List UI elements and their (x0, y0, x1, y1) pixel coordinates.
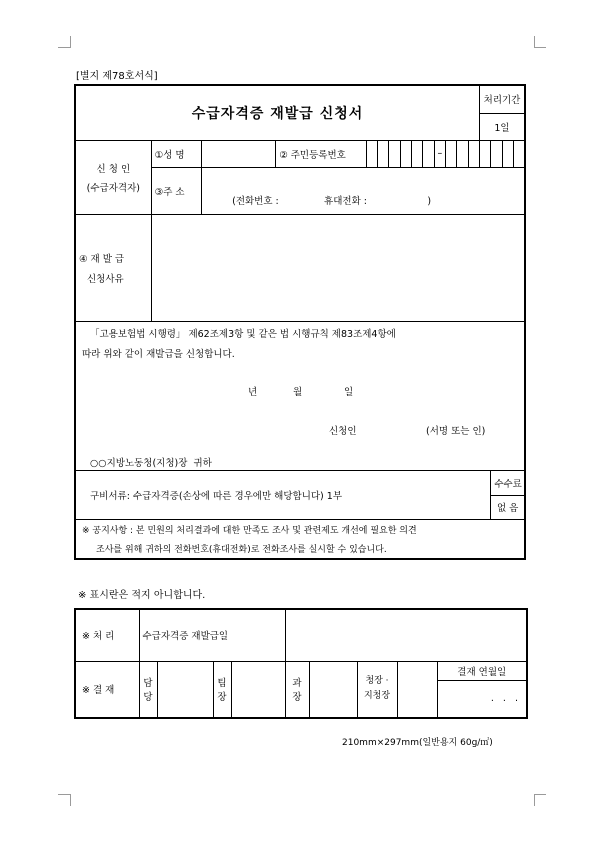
reason-label-cell (75, 214, 151, 321)
reason-field[interactable] (151, 214, 525, 321)
reissue-date-label: 수급자격증 재발급일 (139, 609, 285, 661)
statement-line-2: 따라 위와 같이 재발급을 신청합니다. (82, 348, 235, 360)
signature-note: (서명 또는 인) (426, 425, 486, 437)
staff-label: 담 당 (143, 678, 153, 704)
director-label: 청장 · 지청장 (363, 676, 391, 702)
approval-sign-staff[interactable] (157, 661, 213, 718)
name-field[interactable] (202, 140, 276, 167)
processing-period-label: 처리기간 (480, 85, 525, 113)
date-day: 일 (344, 386, 354, 398)
rrn-digit[interactable] (480, 140, 491, 167)
name-label: ①성 명 (151, 140, 201, 167)
paper-size-note: 210mm×297mm(일반용지 60g/㎡) (342, 738, 493, 748)
fee-value: 없 음 (491, 495, 525, 519)
crop-mark-bottom-left (58, 794, 71, 806)
rrn-digit[interactable] (423, 140, 434, 167)
approval-sign-director[interactable] (397, 661, 437, 718)
crop-mark-bottom-right-h (534, 794, 546, 795)
processing-period-value: 1일 (480, 113, 525, 140)
statement-cell (75, 321, 525, 470)
rrn-digit[interactable] (400, 140, 411, 167)
application-form (74, 84, 526, 560)
reason-label: ④ 재 발 급 (79, 253, 125, 265)
approval-date-value[interactable]: . . . (437, 680, 527, 718)
crop-mark-bottom-right (534, 794, 547, 806)
attachments-text: 구비서류: 수급자격증(손상에 따른 경우에만 해당합니다) 1부 (90, 490, 343, 502)
notice-line-2: 조사를 위해 귀하의 전화번호(휴대전화)로 전화조사를 실시할 수 있습니다. (96, 544, 387, 555)
address-label: ③주 소 (151, 167, 201, 214)
notice-line-1: ※ 공지사항 : 본 민원의 처리결과에 대한 만족도 조사 및 관련제도 개선에 필요한 의견 (82, 525, 417, 536)
date-year: 년 (248, 386, 258, 398)
section-chief-label: 과 장 (292, 678, 302, 704)
rrn-digit[interactable] (513, 140, 525, 167)
reason-sub-label: 신청사유 (87, 273, 124, 285)
rrn-label: ② 주민등록번호 (276, 140, 367, 167)
statement-line-1: 「고용보험법 시행령」 제62조제3항 및 같은 법 시행규칙 제83조제4항에 (90, 328, 396, 340)
approval-sign-team[interactable] (231, 661, 285, 718)
rrn-digit[interactable] (468, 140, 479, 167)
team-leader-label: 팀 장 (217, 678, 227, 704)
applicant-signature-label: 신청인 (329, 425, 357, 437)
date-month: 월 (293, 386, 303, 398)
form-code: [별지 제78호서식] (76, 71, 158, 82)
notice-cell (75, 519, 525, 559)
rrn-digit[interactable] (366, 140, 377, 167)
fee-label: 수수료 (491, 470, 525, 495)
crop-mark-top-right-h (534, 47, 546, 48)
approval-col-section (285, 661, 309, 718)
processing-table (74, 608, 528, 719)
approval-col-team (213, 661, 231, 718)
rrn-digit[interactable] (412, 140, 423, 167)
attachments-cell (75, 470, 491, 519)
applicant-label: 신 청 인 (96, 163, 131, 175)
rrn-digit[interactable] (378, 140, 389, 167)
rrn-dash: – (434, 140, 445, 167)
applicant-sub-label: (수급자격자) (86, 182, 140, 194)
approval-label: ※ 결 재 (75, 661, 139, 718)
rrn-digit[interactable] (446, 140, 457, 167)
form-title-cell (75, 85, 480, 140)
reissue-date-field[interactable] (285, 609, 527, 661)
rrn-digit[interactable] (389, 140, 400, 167)
rrn-digit[interactable] (491, 140, 502, 167)
crop-mark-top-left-h (58, 47, 70, 48)
address-field[interactable] (202, 167, 525, 214)
approval-col-staff (139, 661, 157, 718)
mark-note: ※ 표시란은 적지 아니합니다. (78, 590, 206, 601)
applicant-group-label (75, 140, 151, 214)
rrn-digit[interactable] (502, 140, 513, 167)
approval-col-director (357, 661, 397, 718)
form-title: 수급자격증 재발급 신청서 (191, 105, 364, 122)
addressee: ○○지방노동청(지청)장 귀하 (90, 457, 212, 469)
phone-line: (전화번호 : 휴대전화 : ) (232, 195, 432, 207)
processing-label: ※ 처 리 (75, 609, 139, 661)
approval-sign-section[interactable] (309, 661, 357, 718)
approval-date-label: 결재 연월일 (437, 661, 527, 680)
crop-mark-bottom-left-h (58, 794, 70, 795)
rrn-digit[interactable] (457, 140, 468, 167)
